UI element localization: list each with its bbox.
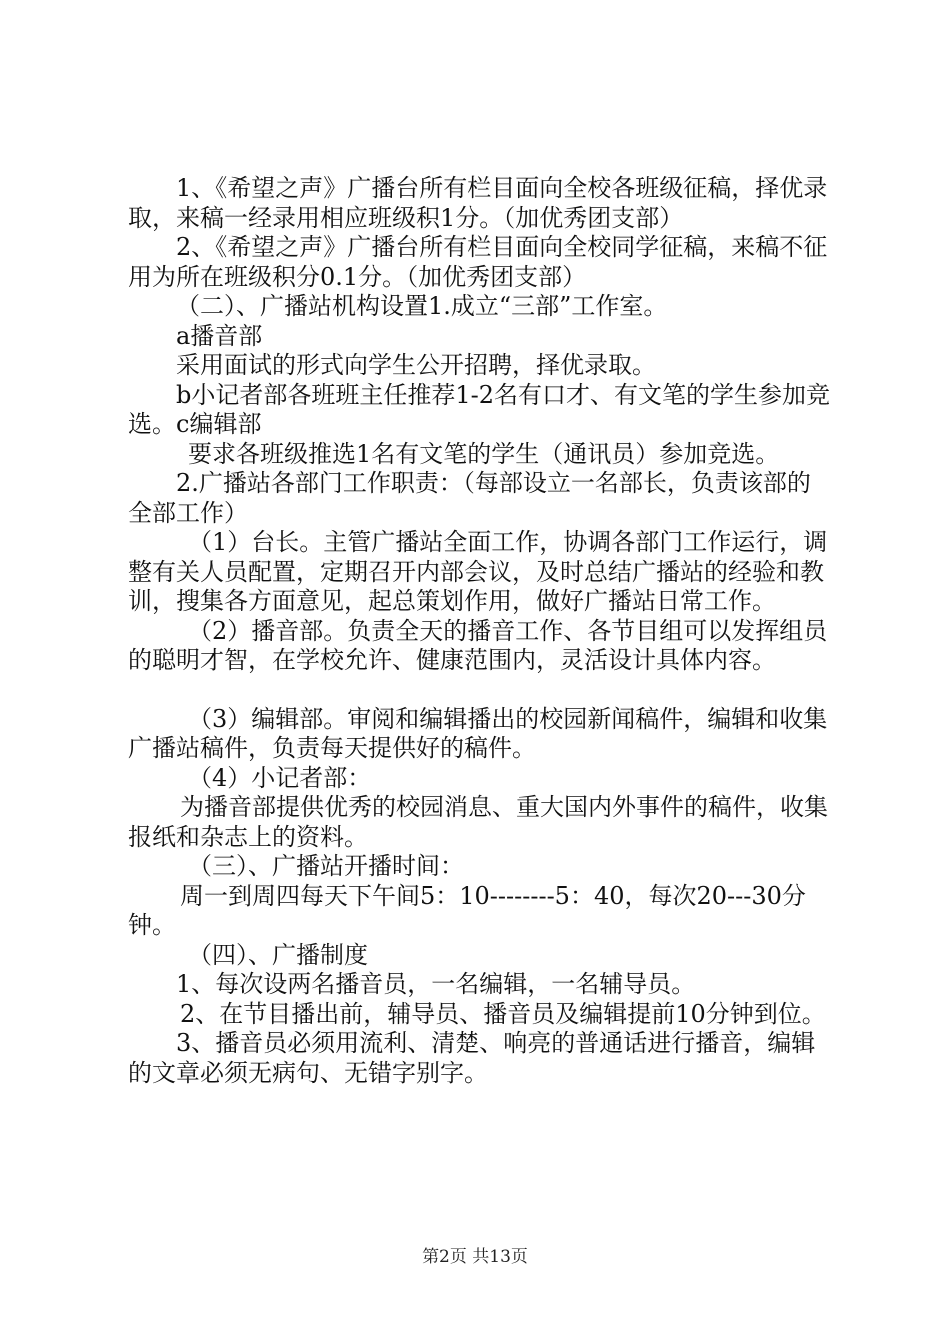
paragraph: （4）小记者部： <box>188 763 372 792</box>
paragraph: b小记者部各班班主任推荐1-2名有口才、有文笔的学生参加竞选。c编辑部 <box>128 380 831 438</box>
paragraph: （1）台长。主管广播站全面工作，协调各部门工作运行，调整有关人员配置，定期召开内部会议，及时总结广播站的经验和教训，搜集各方面意见，起总策划作用，做好广播站日常工作。 <box>128 528 828 615</box>
blank-line <box>128 676 832 705</box>
paragraph: 2、在节目播出前，辅导员、播音员及编辑提前10分钟到位。 <box>180 999 826 1028</box>
paragraph: 3、播音员必须用流利、清楚、响亮的普通话进行播音，编辑的文章必须无病句、无错字别字。 <box>128 1029 816 1087</box>
paragraph: a播音部 <box>176 321 263 350</box>
section-heading: （二）、广播站机构设置1.成立“三部”工作室。 <box>176 292 668 320</box>
paragraph: 2.广播站各部门工作职责：（每部设立一名部长，负责该部的全部工作） <box>128 469 811 527</box>
paragraph: 要求各班级推选1名有文笔的学生（通讯员）参加竞选。 <box>188 439 780 468</box>
paragraph: 1、每次设两名播音员，一名编辑，一名辅导员。 <box>176 970 696 998</box>
document-body <box>128 174 832 1088</box>
paragraph: 1、《希望之声》广播台所有栏目面向全校各班级征稿，择优录取，来稿一经录用相应班级积1分。（加优秀团支部） <box>128 174 828 232</box>
page-footer: 第2页 共13页 <box>422 1247 528 1267</box>
paragraph: 为播音部提供优秀的校园消息、重大国内外事件的稿件，收集报纸和杂志上的资料。 <box>128 793 828 851</box>
paragraph: 2、《希望之声》广播台所有栏目面向全校同学征稿，来稿不征用为所在班级积分0.1分。（加优秀团支部） <box>128 233 828 291</box>
paragraph: 周一到周四每天下午间5：10--------5：40，每次20---30分钟。 <box>128 881 806 939</box>
paragraph: 采用面试的形式向学生公开招聘，择优录取。 <box>176 351 656 379</box>
paragraph: （2）播音部。负责全天的播音工作、各节目组可以发挥组员的聪明才智，在学校允许、健康范围内，灵活设计具体内容。 <box>128 616 828 674</box>
paragraph: （3）编辑部。审阅和编辑播出的校园新闻稿件，编辑和收集广播站稿件，负责每天提供好的稿件。 <box>128 704 828 762</box>
section-heading: （三）、广播站开播时间： <box>188 852 464 880</box>
section-heading: （四）、广播制度 <box>188 940 368 969</box>
